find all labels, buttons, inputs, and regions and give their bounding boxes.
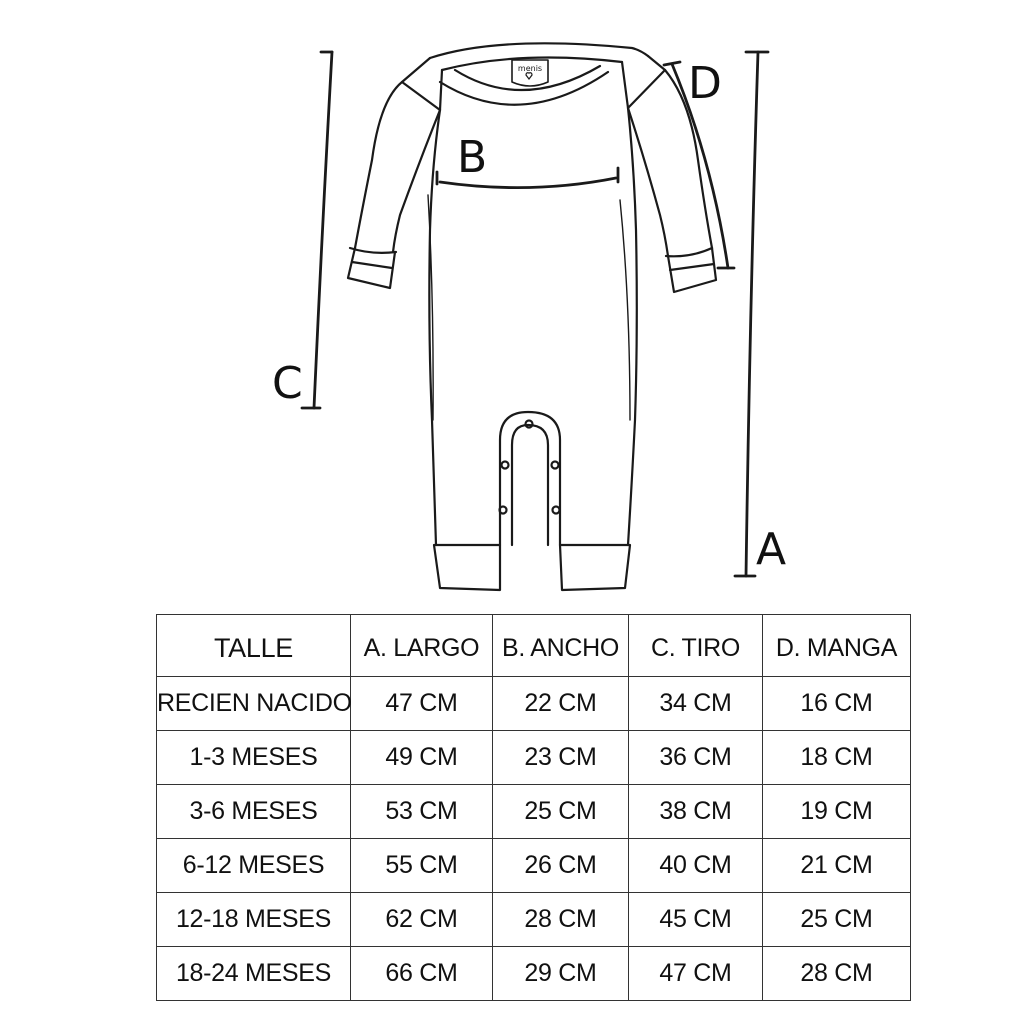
left-sleeve: [348, 82, 440, 288]
neckline: [430, 43, 648, 104]
snap-placket: [500, 412, 561, 545]
right-leg-cuff: [560, 545, 630, 590]
table-cell: 28 CM: [493, 893, 629, 947]
table-cell: 18-24 MESES: [157, 947, 351, 1001]
torso-right-side: [628, 108, 637, 545]
table-cell: 62 CM: [351, 893, 493, 947]
table-cell: 55 CM: [351, 839, 493, 893]
table-cell: 36 CM: [629, 731, 763, 785]
table-cell: 29 CM: [493, 947, 629, 1001]
header-ancho: B. ANCHO: [493, 615, 629, 677]
table-cell: 6-12 MESES: [157, 839, 351, 893]
label-a: A: [756, 524, 787, 575]
table-cell: 40 CM: [629, 839, 763, 893]
table-row: [157, 893, 911, 947]
label-b: B: [457, 132, 488, 183]
table-cell: 26 CM: [493, 839, 629, 893]
table-cell: 22 CM: [493, 677, 629, 731]
left-leg-cuff: [434, 545, 500, 590]
table-cell: 66 CM: [351, 947, 493, 1001]
table-cell: 23 CM: [493, 731, 629, 785]
label-c: C: [272, 358, 303, 409]
right-shoulder-flap: [622, 56, 665, 108]
table-row: [157, 731, 911, 785]
table-cell: 16 CM: [763, 677, 911, 731]
measure-line-a: [735, 52, 768, 576]
table-row: [157, 785, 911, 839]
table-cell: 45 CM: [629, 893, 763, 947]
table-cell: 47 CM: [351, 677, 493, 731]
table-cell: 21 CM: [763, 839, 911, 893]
table-cell: RECIEN NACIDO: [157, 677, 351, 731]
tag-heart-icon: [526, 73, 532, 79]
header-manga: D. MANGA: [763, 615, 911, 677]
table-row: [157, 677, 911, 731]
table-cell: 47 CM: [629, 947, 763, 1001]
table-row: [157, 839, 911, 893]
left-shoulder-flap: [402, 58, 442, 110]
header-talle: TALLE: [157, 615, 351, 677]
header-largo: A. LARGO: [351, 615, 493, 677]
table-cell: 38 CM: [629, 785, 763, 839]
table-row: [157, 947, 911, 1001]
table-header-row: [157, 615, 911, 677]
table-cell: 12-18 MESES: [157, 893, 351, 947]
table-cell: 1-3 MESES: [157, 731, 351, 785]
table-cell: 25 CM: [493, 785, 629, 839]
label-d: D: [688, 58, 722, 109]
size-chart-table: [156, 614, 911, 1001]
table-cell: 53 CM: [351, 785, 493, 839]
table-cell: 18 CM: [763, 731, 911, 785]
table-cell: 3-6 MESES: [157, 785, 351, 839]
table-cell: 34 CM: [629, 677, 763, 731]
table-cell: 19 CM: [763, 785, 911, 839]
table-cell: 25 CM: [763, 893, 911, 947]
header-tiro: C. TIRO: [629, 615, 763, 677]
table-cell: 28 CM: [763, 947, 911, 1001]
tag-brand-text: menis: [517, 64, 543, 73]
measure-line-c: [302, 52, 332, 408]
table-cell: 49 CM: [351, 731, 493, 785]
